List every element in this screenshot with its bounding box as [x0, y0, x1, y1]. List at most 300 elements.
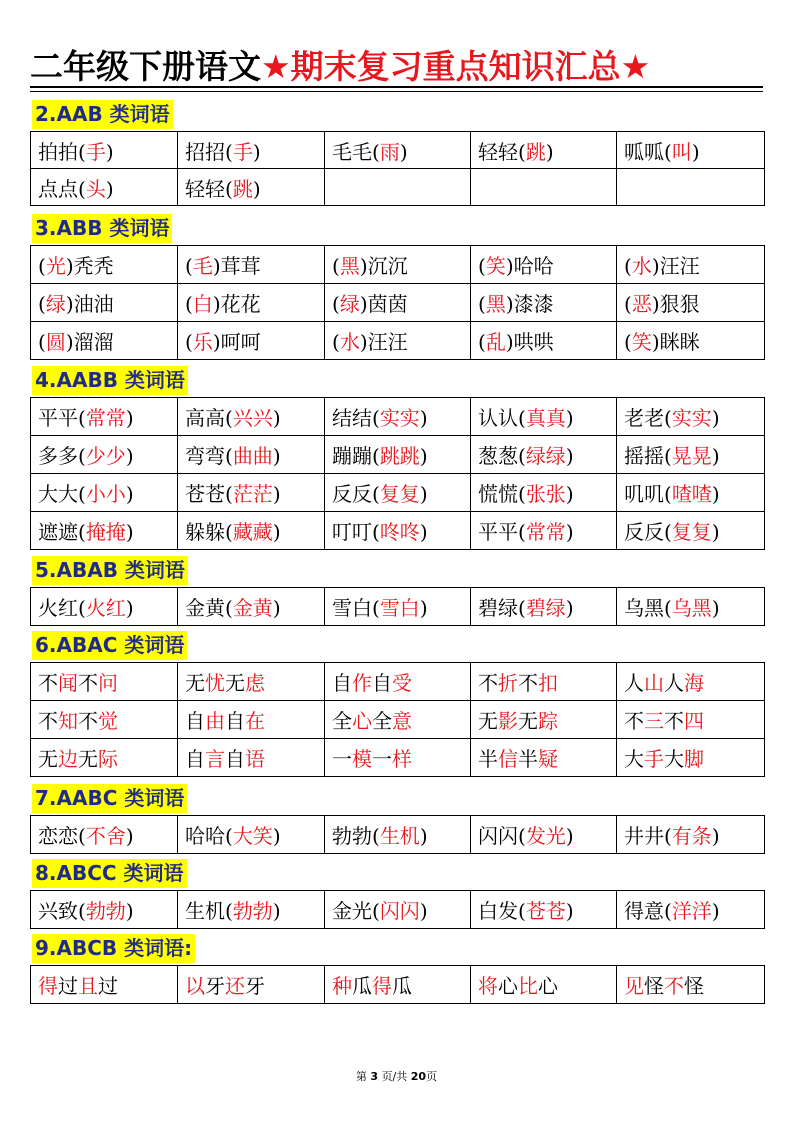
answer-text: 跳跳 — [379, 444, 420, 468]
answer-text: 笑 — [485, 254, 506, 278]
word-cell — [471, 701, 617, 739]
word-text: 不 — [478, 671, 498, 695]
word-cell — [31, 701, 178, 739]
word-text: 呱呱( — [624, 139, 672, 164]
table-row — [31, 284, 765, 322]
word-cell — [325, 322, 471, 360]
answer-text: 手 — [232, 139, 253, 164]
answer-text: 影 — [498, 709, 518, 733]
answer-text: 将 — [478, 974, 498, 998]
word-text: 无 — [225, 671, 245, 695]
word-text: ) — [272, 899, 281, 923]
word-text: ) — [125, 520, 134, 544]
word-text: 弯弯( — [185, 444, 233, 468]
word-cell — [471, 966, 617, 1004]
answer-text: 模 — [352, 747, 372, 771]
word-text: 大 — [624, 747, 644, 771]
word-cell — [178, 132, 325, 169]
word-text: ( — [478, 292, 486, 316]
word-cell — [178, 246, 325, 284]
answer-text: 绿 — [45, 292, 66, 316]
answer-text: 小小 — [85, 482, 126, 506]
word-text: ) — [272, 596, 281, 620]
word-cell — [617, 739, 765, 777]
word-text: )呵呵 — [212, 330, 261, 354]
word-cell — [325, 816, 471, 854]
answer-text: 恶 — [631, 292, 652, 316]
table-row — [31, 891, 765, 929]
table-row — [31, 512, 765, 550]
word-text: 恋恋( — [38, 824, 86, 848]
word-text: 不 — [78, 709, 98, 733]
word-text: ) — [565, 444, 574, 468]
word-text: 不 — [78, 671, 98, 695]
word-text: 火红( — [38, 596, 86, 620]
answer-text: 常常 — [85, 406, 126, 430]
word-text: 一 — [372, 747, 392, 771]
word-text: 点点( — [38, 176, 86, 201]
word-text: ) — [272, 444, 281, 468]
footer-page-number: 3 — [370, 1070, 379, 1083]
answer-text: 际 — [98, 747, 118, 771]
word-text: 不 — [664, 709, 684, 733]
answer-text: 洋洋 — [671, 899, 712, 923]
word-text: 人 — [664, 671, 684, 695]
word-table — [30, 397, 765, 550]
word-text: ) — [272, 824, 281, 848]
answer-text: 毛 — [192, 254, 213, 278]
word-text: )哄哄 — [505, 330, 554, 354]
answer-text: 手 — [85, 139, 106, 164]
word-text: ) — [565, 899, 574, 923]
answer-text: 苍苍 — [525, 899, 566, 923]
answer-text: 碧绿 — [525, 596, 566, 620]
word-text: 过 — [58, 974, 78, 998]
word-text: ) — [419, 444, 428, 468]
answer-text: 觉 — [98, 709, 118, 733]
word-text: 全 — [372, 709, 392, 733]
word-text: )狠狠 — [651, 292, 700, 316]
word-text: )溜溜 — [65, 330, 114, 354]
word-text: 生机( — [185, 899, 233, 923]
answer-text: 闪闪 — [379, 899, 420, 923]
word-text: 金黄( — [185, 596, 233, 620]
answer-text: 笑 — [631, 330, 652, 354]
word-cell — [617, 663, 765, 701]
word-cell — [471, 322, 617, 360]
word-text: 结结( — [332, 406, 380, 430]
word-text: 招招( — [185, 139, 233, 164]
word-text: 不 — [518, 671, 538, 695]
word-text: 自 — [332, 671, 352, 695]
word-text: 过 — [98, 974, 118, 998]
answer-text: 火红 — [85, 596, 126, 620]
answer-text: 边 — [58, 747, 78, 771]
answer-text: 疑 — [538, 747, 558, 771]
answer-text: 忧 — [205, 671, 225, 695]
word-text: 勃勃( — [332, 824, 380, 848]
word-text: )汪汪 — [651, 254, 700, 278]
word-text: 心 — [538, 974, 558, 998]
answer-text: 生机 — [379, 824, 420, 848]
answer-text: 晃晃 — [671, 444, 712, 468]
table-row — [31, 246, 765, 284]
word-cell — [325, 284, 471, 322]
answer-text: 叫 — [671, 139, 692, 164]
word-text: 乌黑( — [624, 596, 672, 620]
answer-text: 手 — [644, 747, 664, 771]
answer-text: 得 — [38, 974, 58, 998]
answer-text: 以 — [185, 974, 205, 998]
answer-text: 种 — [332, 974, 352, 998]
section-heading: 2.AAB 类词语 — [32, 100, 173, 129]
word-text: ) — [399, 139, 408, 164]
word-cell — [617, 966, 765, 1004]
word-text: 慌慌( — [478, 482, 526, 506]
answer-text: 踪 — [538, 709, 558, 733]
word-cell — [178, 739, 325, 777]
word-text: 瓜 — [352, 974, 372, 998]
answer-text: 比 — [518, 974, 538, 998]
word-cell — [178, 816, 325, 854]
title-rule — [30, 86, 763, 88]
word-text: ( — [624, 254, 632, 278]
word-cell — [325, 663, 471, 701]
word-cell — [471, 132, 617, 169]
word-text: ) — [711, 406, 720, 430]
word-text: 一 — [332, 747, 352, 771]
answer-text: 黑 — [339, 254, 360, 278]
word-text: )油油 — [65, 292, 114, 316]
word-text: 反反( — [624, 520, 672, 544]
word-cell — [471, 588, 617, 626]
word-cell — [31, 322, 178, 360]
word-text: )漆漆 — [505, 292, 554, 316]
answer-text: 大笑 — [232, 824, 273, 848]
word-text: 怪 — [644, 974, 664, 998]
table-row — [31, 739, 765, 777]
table-row — [31, 398, 765, 436]
word-text: 摇摇( — [624, 444, 672, 468]
word-text: 不 — [38, 709, 58, 733]
answer-text: 不舍 — [85, 824, 126, 848]
word-cell — [617, 436, 765, 474]
word-text: 不 — [624, 709, 644, 733]
word-cell — [325, 132, 471, 169]
answer-text: 脚 — [684, 747, 704, 771]
word-text: ( — [38, 254, 46, 278]
word-text: 无 — [38, 747, 58, 771]
answer-text: 圆 — [45, 330, 66, 354]
word-text: ) — [419, 899, 428, 923]
word-cell — [325, 169, 471, 206]
word-cell — [31, 891, 178, 929]
answer-text: 藏藏 — [232, 520, 273, 544]
answer-text: 白 — [192, 292, 213, 316]
word-cell — [178, 701, 325, 739]
word-text: 瓜 — [392, 974, 412, 998]
page-title — [30, 44, 763, 92]
word-text: ) — [252, 176, 261, 201]
answer-text: 四 — [684, 709, 704, 733]
answer-text: 折 — [498, 671, 518, 695]
word-text: ) — [419, 520, 428, 544]
word-table — [30, 662, 765, 777]
word-text: 金光( — [332, 899, 380, 923]
table-row — [31, 169, 765, 206]
answer-text: 信 — [498, 747, 518, 771]
word-text: )秃秃 — [65, 254, 114, 278]
word-text: 认认( — [478, 406, 526, 430]
answer-text: 实实 — [379, 406, 420, 430]
answer-text: 乐 — [192, 330, 213, 354]
word-text: 自 — [185, 709, 205, 733]
word-text: ) — [711, 482, 720, 506]
answer-text: 水 — [631, 254, 652, 278]
word-text: ) — [252, 139, 261, 164]
word-cell — [471, 512, 617, 550]
word-cell — [617, 284, 765, 322]
table-row — [31, 663, 765, 701]
word-cell — [31, 398, 178, 436]
word-cell — [325, 966, 471, 1004]
answer-text: 光 — [45, 254, 66, 278]
answer-text: 作 — [352, 671, 372, 695]
answer-text: 虑 — [245, 671, 265, 695]
word-cell — [617, 701, 765, 739]
section-heading: 8.ABCC 类词语 — [32, 859, 187, 888]
answer-text: 喳喳 — [671, 482, 712, 506]
answer-text: 少少 — [85, 444, 126, 468]
footer-total-pages: 20 — [410, 1070, 427, 1083]
answer-text: 复复 — [379, 482, 420, 506]
word-text: 牙 — [205, 974, 225, 998]
table-row — [31, 701, 765, 739]
word-text: ( — [332, 330, 340, 354]
answer-text: 跳 — [525, 139, 546, 164]
word-text: 无 — [185, 671, 205, 695]
word-table — [30, 890, 765, 929]
word-text: 全 — [332, 709, 352, 733]
word-text: ) — [125, 482, 134, 506]
word-text: ( — [38, 292, 46, 316]
word-cell — [325, 701, 471, 739]
answer-text: 兴兴 — [232, 406, 273, 430]
word-cell — [617, 132, 765, 169]
word-cell — [31, 169, 178, 206]
word-text: 蹦蹦( — [332, 444, 380, 468]
answer-text: 跳 — [232, 176, 253, 201]
word-cell — [325, 246, 471, 284]
word-text: 无 — [478, 709, 498, 733]
word-cell — [31, 132, 178, 169]
word-table — [30, 245, 765, 360]
section-heading: 6.ABAC 类词语 — [32, 631, 187, 660]
word-text: ) — [125, 444, 134, 468]
word-text: 牙 — [245, 974, 265, 998]
answer-text: 咚咚 — [379, 520, 420, 544]
page-footer — [0, 1068, 793, 1084]
word-text: ) — [565, 596, 574, 620]
word-cell — [31, 588, 178, 626]
word-text: 得意( — [624, 899, 672, 923]
word-cell — [325, 512, 471, 550]
word-text: 遮遮( — [38, 520, 86, 544]
word-cell — [325, 398, 471, 436]
word-cell — [31, 966, 178, 1004]
word-cell — [617, 512, 765, 550]
answer-text: 由 — [205, 709, 225, 733]
word-text: 轻轻( — [478, 139, 526, 164]
word-text: 哈哈( — [185, 824, 233, 848]
word-cell — [31, 474, 178, 512]
word-text: 苍苍( — [185, 482, 233, 506]
word-cell — [617, 246, 765, 284]
answer-text: 有条 — [671, 824, 712, 848]
word-text: ( — [624, 292, 632, 316]
answer-text: 掩掩 — [85, 520, 126, 544]
word-cell — [471, 816, 617, 854]
word-text: ) — [125, 899, 134, 923]
word-text: ( — [332, 254, 340, 278]
word-text: ) — [711, 444, 720, 468]
answer-text: 海 — [684, 671, 704, 695]
answer-text: 黑 — [485, 292, 506, 316]
section-heading: 5.ABAB 类词语 — [32, 556, 188, 585]
word-text: 井井( — [624, 824, 672, 848]
word-cell — [31, 436, 178, 474]
word-text: )汪汪 — [359, 330, 408, 354]
word-text: ) — [711, 899, 720, 923]
section-heading: 4.AABB 类词语 — [32, 366, 188, 395]
word-text: 多多( — [38, 444, 86, 468]
word-text: ) — [125, 596, 134, 620]
table-row — [31, 588, 765, 626]
answer-text: 见 — [624, 974, 644, 998]
word-text: 反反( — [332, 482, 380, 506]
word-text: 葱葱( — [478, 444, 526, 468]
footer-prefix: 第 — [355, 1070, 367, 1083]
table-row — [31, 322, 765, 360]
word-text: 平平( — [478, 520, 526, 544]
answer-text: 问 — [98, 671, 118, 695]
word-text: 半 — [518, 747, 538, 771]
answer-text: 在 — [245, 709, 265, 733]
word-cell — [617, 398, 765, 436]
answer-text: 乱 — [485, 330, 506, 354]
word-cell — [178, 284, 325, 322]
answer-text: 水 — [339, 330, 360, 354]
word-text: 白发( — [478, 899, 526, 923]
word-text: ) — [565, 406, 574, 430]
answer-text: 勃勃 — [232, 899, 273, 923]
word-text: 躲躲( — [185, 520, 233, 544]
answer-text: 心 — [352, 709, 372, 733]
word-cell — [471, 246, 617, 284]
footer-middle: 页/共 — [381, 1070, 408, 1083]
answer-text: 闻 — [58, 671, 78, 695]
word-text: ( — [478, 330, 486, 354]
answer-text: 得 — [372, 974, 392, 998]
word-text: ) — [125, 406, 134, 430]
answer-text: 复复 — [671, 520, 712, 544]
word-cell — [325, 436, 471, 474]
word-text: 人 — [624, 671, 644, 695]
answer-text: 绿绿 — [525, 444, 566, 468]
word-text: ( — [185, 292, 193, 316]
answer-text: 绿 — [339, 292, 360, 316]
table-row — [31, 966, 765, 1004]
word-text: )哈哈 — [505, 254, 554, 278]
answer-text: 实实 — [671, 406, 712, 430]
word-text: ) — [711, 596, 720, 620]
word-text: 轻轻( — [185, 176, 233, 201]
word-cell — [471, 284, 617, 322]
word-text: 半 — [478, 747, 498, 771]
title-topic: ★期末复习重点知识汇总★ — [261, 47, 651, 86]
word-cell — [471, 474, 617, 512]
word-text: ) — [419, 824, 428, 848]
word-text: 怪 — [684, 974, 704, 998]
word-table — [30, 965, 765, 1004]
title-rule-thin — [30, 91, 763, 92]
word-cell — [31, 284, 178, 322]
word-text: ) — [105, 176, 114, 201]
answer-text: 勃勃 — [85, 899, 126, 923]
word-cell — [471, 436, 617, 474]
answer-text: 意 — [392, 709, 412, 733]
answer-text: 且 — [78, 974, 98, 998]
answer-text: 受 — [392, 671, 412, 695]
word-cell — [325, 588, 471, 626]
word-text: 自 — [372, 671, 392, 695]
word-table — [30, 587, 765, 626]
answer-text: 常常 — [525, 520, 566, 544]
word-text: )茸茸 — [212, 254, 261, 278]
word-text: 自 — [225, 747, 245, 771]
word-text: ) — [565, 482, 574, 506]
answer-text: 雨 — [379, 139, 400, 164]
word-text: ( — [185, 330, 193, 354]
word-text: ) — [565, 824, 574, 848]
answer-text: 头 — [85, 176, 106, 201]
word-text: ) — [711, 520, 720, 544]
table-row — [31, 132, 765, 169]
word-cell — [178, 398, 325, 436]
word-text: 无 — [78, 747, 98, 771]
word-text: 自 — [225, 709, 245, 733]
word-text: ) — [419, 482, 428, 506]
word-cell — [31, 246, 178, 284]
section-heading: 9.ABCB 类词语: — [32, 934, 195, 963]
word-table — [30, 815, 765, 854]
word-text: ) — [272, 520, 281, 544]
word-text: 闪闪( — [478, 824, 526, 848]
word-text: 叮叮( — [332, 520, 380, 544]
word-text: 雪白( — [332, 596, 380, 620]
answer-text: 雪白 — [379, 596, 420, 620]
word-cell — [617, 816, 765, 854]
word-cell — [178, 588, 325, 626]
word-text: ) — [419, 596, 428, 620]
word-text: ) — [272, 482, 281, 506]
answer-text: 真真 — [525, 406, 566, 430]
word-text: 无 — [518, 709, 538, 733]
word-cell — [471, 891, 617, 929]
word-text: 碧绿( — [478, 596, 526, 620]
word-text: )茵茵 — [359, 292, 408, 316]
answer-text: 言 — [205, 747, 225, 771]
